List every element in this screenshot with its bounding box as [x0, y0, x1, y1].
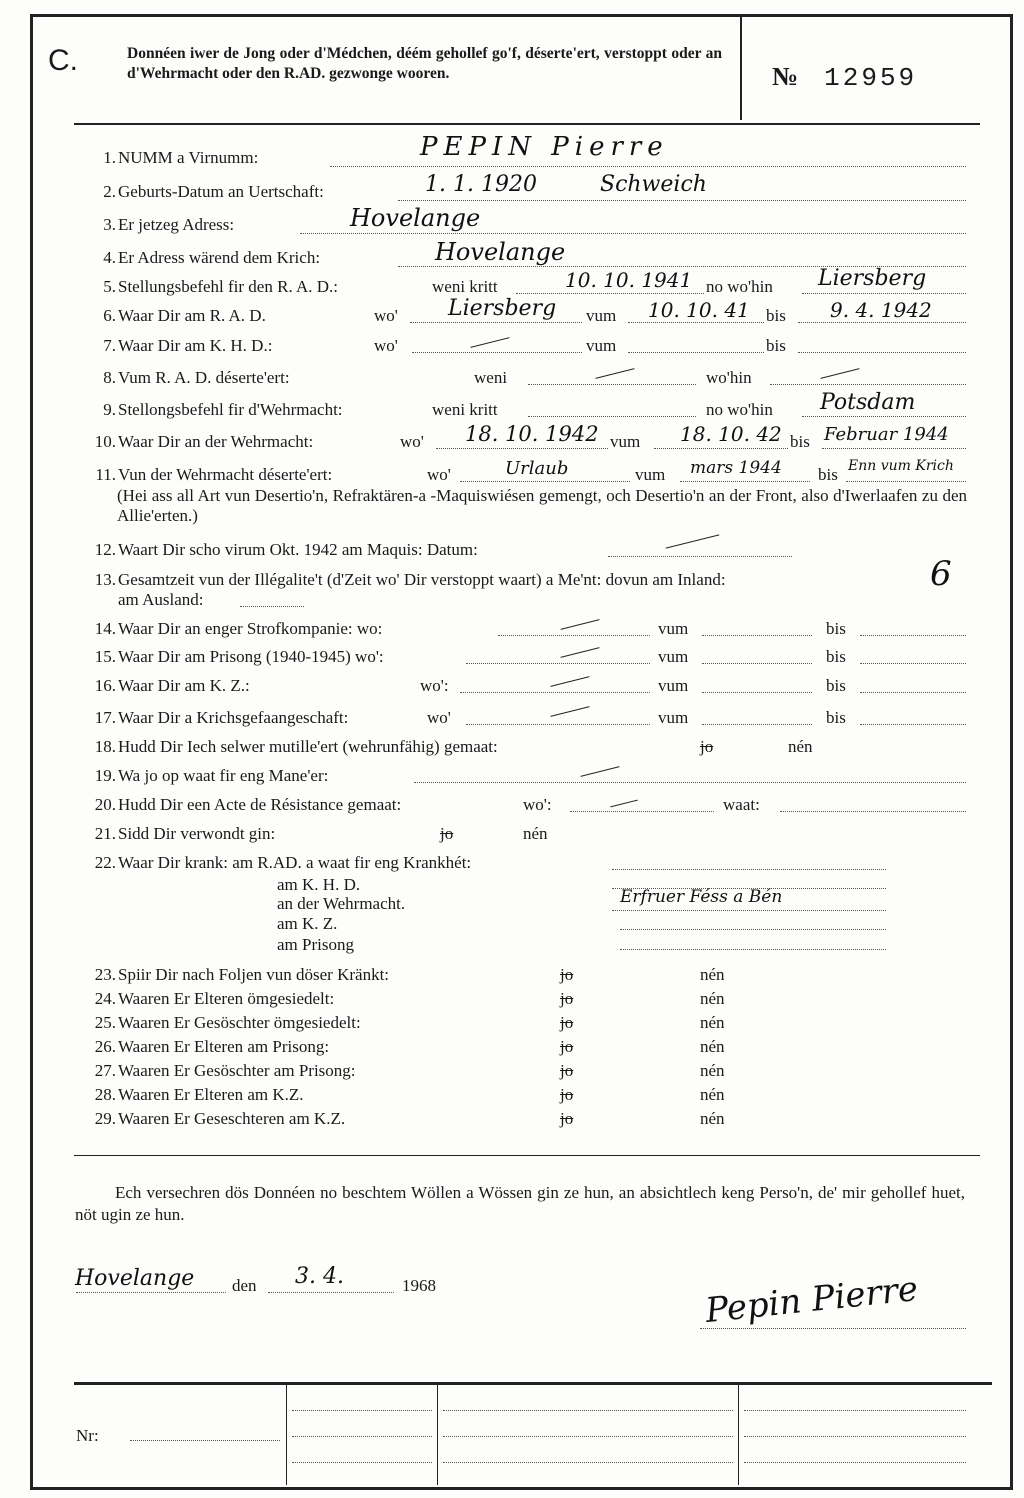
rad-from: 10. 10. 41: [648, 298, 750, 322]
row-1: 1. NUMM a Virnumm:: [103, 148, 259, 167]
row-18: 18. Hudd Dir Iech selwer mutille'ert (wehrunfähig) gemaat:: [94, 737, 498, 756]
row-24-jo: jo: [560, 989, 574, 1008]
row-17-bis: bis: [826, 708, 846, 727]
row-21: 21. Sidd Dir verwondt gin:: [94, 824, 276, 843]
row-20: 20. Hudd Dir een Acte de Résistance gemaat:: [94, 795, 402, 814]
row-15-bis: bis: [826, 647, 846, 666]
row-27: 27. Waaren Er Gesöschter am Prisong:: [94, 1061, 356, 1080]
row-16-wo: wo':: [420, 676, 449, 695]
rad-destination: Liersberg: [818, 266, 927, 291]
row-28: 28. Waaren Er Elteren am K.Z.: [94, 1085, 304, 1104]
row-29-jo: jo: [560, 1109, 574, 1128]
section-letter: C.: [48, 44, 78, 77]
row-5-weni: weni kritt: [432, 277, 498, 296]
row-11: 11. Vun der Wehrmacht déserte'ert:: [95, 465, 333, 484]
row-11-bis: bis: [818, 465, 838, 484]
row-7-bis: bis: [766, 336, 786, 355]
row-22-sub2: an der Wehrmacht.: [277, 894, 406, 913]
row-7-vum: vum: [586, 336, 617, 355]
form-title: Donnéen iwer de Jong oder d'Médchen, déém gehollef go'f, déserte'ert, verstoppt oder an d'Wehrmacht oder den R.AD. gezwonge wooren.: [127, 45, 722, 82]
declaration-text: Ech versechren dös Donnéen no beschtem Wöllen a Wössen gin ze hun, an absichtlech keng Perso'n, de' mir gehollef huet, nöt ugin ze hun.: [75, 1183, 965, 1224]
row-22-line-e: [620, 949, 886, 950]
row-9: 9. Stellongsbefehl fir d'Wehrmacht:: [103, 400, 343, 419]
row-8-line-a: [528, 384, 696, 385]
row-10: 10. Waar Dir an der Wehrmacht:: [94, 432, 314, 451]
row-16-line-b: [702, 692, 812, 693]
footer-col-1: [286, 1385, 287, 1485]
row-18-nen: nén: [788, 737, 813, 756]
row-24-nen: nén: [700, 989, 725, 1008]
row-26-nen: nén: [700, 1037, 725, 1056]
row-20-line-b: [780, 811, 966, 812]
row-25-nen: nén: [700, 1013, 725, 1032]
footer-line-8: [744, 1436, 966, 1437]
row-26: 26. Waaren Er Elteren am Prisong:: [94, 1037, 330, 1056]
row-5-line-a: [516, 293, 704, 294]
row-11-line-a: [460, 481, 630, 482]
row-14-line-b: [702, 635, 812, 636]
row-7-line-a: [412, 352, 582, 353]
row-2: 2. Geburts-Datum an Uertschaft:: [103, 182, 324, 201]
row-29-nen: nén: [700, 1109, 725, 1128]
row-17-vum: vum: [658, 708, 689, 727]
row-22-sub3: am K. Z.: [277, 914, 338, 933]
illness-value: Erfruer Féss a Bén: [620, 887, 783, 907]
row-1-label: NUMM a Virnumm:: [118, 148, 259, 167]
row-1-line: [330, 166, 966, 167]
wehrmacht-from: 18. 10. 42: [680, 422, 782, 446]
row-20-line-a: [570, 811, 714, 812]
row-15-line-c: [860, 663, 966, 664]
footer-line-9: [744, 1462, 966, 1463]
header-divider: [740, 16, 742, 120]
rad-order-date: 10. 10. 1941: [565, 268, 693, 292]
row-27-nen: nén: [700, 1061, 725, 1080]
row-6-line-c: [798, 322, 966, 323]
name-value: PEPIN Pierre: [420, 132, 669, 162]
row-17-line-a: [466, 724, 650, 725]
row-10-line-c: [822, 448, 966, 449]
desertion-to: Enn vum Krich: [848, 458, 954, 474]
row-10-bis: bis: [790, 432, 810, 451]
row-21-nen: nén: [523, 824, 548, 843]
den-label: den: [232, 1276, 257, 1295]
place-line: [76, 1292, 226, 1293]
row-11-line-c: [846, 481, 966, 482]
row-11-note: (Hei ass all Art vun Desertio'n, Refraktären-a -Maquiswiésen gemengt, och Desertio'n an der Front, also d'Iwerlaafen zu den Allie'erten.): [117, 486, 967, 525]
row-29: 29. Waaren Er Geseschteren am K.Z.: [94, 1109, 346, 1128]
row-8: 8. Vum R. A. D. déserte'ert:: [103, 368, 290, 387]
row-10-wo: wo': [400, 432, 424, 451]
birth-date-value: 1. 1. 1920: [425, 172, 537, 197]
number-symbol: №: [772, 62, 801, 91]
row-8-line-b: [770, 384, 966, 385]
row-8-wohin: wo'hin: [706, 368, 752, 387]
desertion-from: mars 1944: [690, 458, 782, 478]
footer-line-4: [443, 1410, 733, 1411]
row-25: 25. Waaren Er Gesöschter ömgesiedelt:: [94, 1013, 361, 1032]
row-16-line-a: [460, 692, 650, 693]
row-6-line-b: [628, 322, 764, 323]
row-15-line-b: [702, 663, 812, 664]
row-14-line-c: [860, 635, 966, 636]
row-18-jo: jo: [700, 737, 714, 756]
row-15: 15. Waar Dir am Prisong (1940-1945) wo':: [94, 647, 384, 666]
nr-line: [130, 1440, 280, 1441]
signature-line: [700, 1328, 966, 1329]
row-14-line-a: [498, 635, 650, 636]
row-23-jo: jo: [560, 965, 574, 984]
signature-place: Hovelange: [75, 1266, 195, 1291]
desertion-reason: Urlaub: [505, 458, 569, 479]
row-23: 23. Spiir Dir nach Foljen vun döser Kränkt:: [94, 965, 390, 984]
row-11-wo: wo': [427, 465, 451, 484]
row-5: 5. Stellungsbefehl fir den R. A. D.:: [103, 277, 339, 296]
row-19: 19. Wa jo op waat fir eng Mane'er:: [94, 766, 329, 785]
footer-line-1: [292, 1410, 432, 1411]
row-7-line-b: [628, 352, 764, 353]
row-14: 14. Waar Dir an enger Strofkompanie: wo:: [94, 619, 383, 638]
illegality-months: 6: [930, 554, 952, 594]
wehrmacht-destination: Potsdam: [820, 390, 916, 415]
row-9-nowohin: no wo'hin: [706, 400, 773, 419]
row-6-vum: vum: [586, 306, 617, 325]
rad-to: 9. 4. 1942: [830, 298, 932, 322]
row-14-vum: vum: [658, 619, 689, 638]
row-17-line-c: [860, 724, 966, 725]
row-11-line-b: [680, 481, 810, 482]
footer-line-5: [443, 1436, 733, 1437]
row-25-jo: jo: [560, 1013, 574, 1032]
wehrmacht-start: 18. 10. 1942: [465, 422, 599, 446]
row-17-line-b: [702, 724, 812, 725]
row-9-line-b: [802, 416, 966, 417]
row-20-waat: waat:: [723, 795, 760, 814]
row-22-sub4: am Prisong: [277, 935, 354, 954]
row-28-jo: jo: [560, 1085, 574, 1104]
row-10-vum: vum: [610, 432, 641, 451]
nr-label: Nr:: [76, 1426, 99, 1445]
row-12-line: [608, 556, 792, 557]
row-26-jo: jo: [560, 1037, 574, 1056]
row-13-line: [240, 606, 304, 607]
wehrmacht-to: Februar 1944: [824, 424, 949, 445]
row-7-line-c: [798, 352, 966, 353]
row-22-line-d: [620, 929, 886, 930]
row-22-line-a: [612, 869, 886, 870]
row-21-jo: jo: [440, 824, 454, 843]
signature: Pepin Pierre: [703, 1268, 920, 1332]
row-20-wo: wo':: [523, 795, 552, 814]
row-6-line-a: [410, 322, 582, 323]
row-15-line-a: [466, 663, 650, 664]
footer-col-3: [738, 1385, 739, 1485]
number-value: 12959: [824, 63, 918, 93]
footer-line-6: [443, 1462, 733, 1463]
row-5-line-b: [802, 293, 966, 294]
section-rule: [74, 1155, 980, 1156]
row-10-line-a: [436, 448, 608, 449]
row-4: 4. Er Adress wärend dem Krich:: [103, 248, 321, 267]
row-23-nen: nén: [700, 965, 725, 984]
form-number: [772, 62, 917, 93]
signature-date: 3. 4.: [295, 1264, 344, 1289]
address-value: Hovelange: [350, 204, 481, 232]
footer-line-3: [292, 1462, 432, 1463]
row-27-jo: jo: [560, 1061, 574, 1080]
row-2-line: [398, 200, 966, 201]
row-16: 16. Waar Dir am K. Z.:: [94, 676, 250, 695]
row-28-nen: nén: [700, 1085, 725, 1104]
row-24: 24. Waaren Er Elteren ömgesiedelt:: [94, 989, 335, 1008]
row-3-line: [300, 233, 966, 234]
rad-location: Liersberg: [448, 296, 557, 321]
row-9-line-a: [528, 416, 696, 417]
row-3: 3. Er jetzeg Adress:: [103, 215, 235, 234]
row-15-vum: vum: [658, 647, 689, 666]
row-9-weni: weni kritt: [432, 400, 498, 419]
row-13-ausland: am Ausland:: [118, 590, 204, 609]
row-6: 6. Waar Dir am R. A. D.: [103, 306, 266, 325]
row-22-line-c: [612, 910, 886, 911]
row-16-bis: bis: [826, 676, 846, 695]
row-11-vum: vum: [635, 465, 666, 484]
row-12: 12. Waart Dir scho virum Okt. 1942 am Maquis: Datum:: [94, 540, 478, 559]
birth-place-value: Schweich: [600, 172, 707, 197]
footer-col-2: [437, 1385, 438, 1485]
row-17: 17. Waar Dir a Krichsgefaangeschaft:: [94, 708, 349, 727]
row-13: 13. Gesamtzeit vun der Illégalite't (d'Zeit wo' Dir verstoppt waart) a Me'nt: dovun am Inland:: [94, 570, 726, 589]
war-address-value: Hovelange: [435, 238, 566, 266]
footer-line-7: [744, 1410, 966, 1411]
row-7-wo: wo': [374, 336, 398, 355]
row-16-line-c: [860, 692, 966, 693]
row-22-sub1: am K. H. D.: [277, 875, 361, 894]
row-10-line-b: [654, 448, 788, 449]
row-6-wo: wo': [374, 306, 398, 325]
row-6-bis: bis: [766, 306, 786, 325]
row-16-vum: vum: [658, 676, 689, 695]
row-5-nowohin: no wo'hin: [706, 277, 773, 296]
row-17-wo: wo': [427, 708, 451, 727]
signature-year: 1968: [402, 1276, 436, 1295]
footer-line-2: [292, 1436, 432, 1437]
row-22: 22. Waar Dir krank: am R.AD. a waat fir eng Krankhét:: [94, 853, 472, 872]
row-7: 7. Waar Dir am K. H. D.:: [103, 336, 273, 355]
date-line: [268, 1292, 394, 1293]
row-8-weni: weni: [474, 368, 508, 387]
row-19-line: [414, 782, 966, 783]
footer-rule: [74, 1382, 992, 1385]
row-14-bis: bis: [826, 619, 846, 638]
header-rule: [74, 123, 980, 125]
